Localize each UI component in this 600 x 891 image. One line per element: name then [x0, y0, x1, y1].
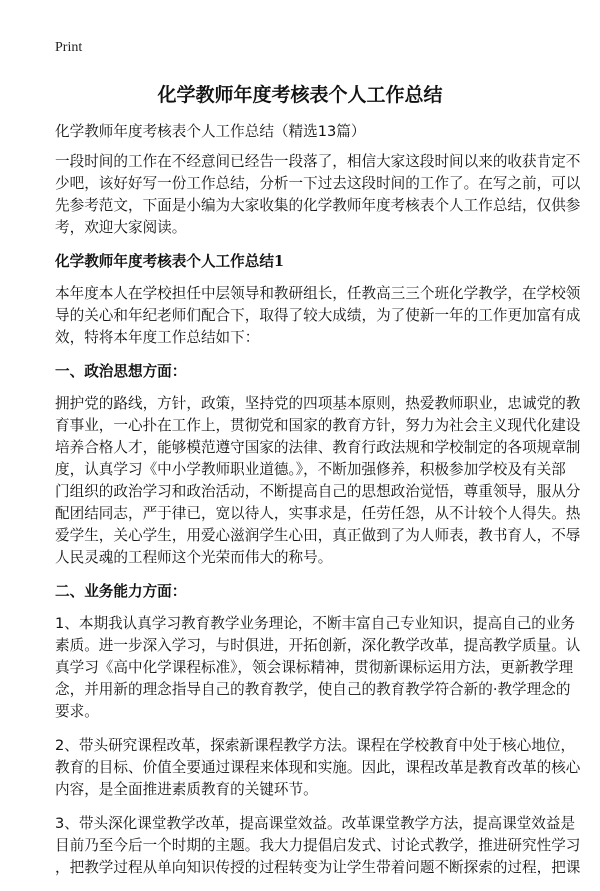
- paragraph: [55, 735, 581, 801]
- text-line: 2、带头研究课程改革，探索新课程教学方法。课程在学校教育中处于核心地位，: [55, 737, 576, 754]
- paragraph: [55, 151, 581, 239]
- text-line: 配团结同志，严于律已，宽以待人，实事求是，任劳任怨，从不计较个人得失。热: [55, 505, 581, 522]
- text-line: 3、带头深化课堂教学改革，提高课堂效益。改革课堂教学方法，提高课堂效益是: [55, 815, 576, 832]
- text-line: 化学教师年度考核表个人工作总结（精选13篇）: [55, 123, 366, 140]
- print-link[interactable]: Print: [55, 40, 83, 55]
- text-line: 爱学生，关心学生，用爱心滋润学生心田，真正做到了为人师表，教书育人，不辱: [55, 527, 581, 544]
- text-line: 教育的目标、价值全要通过课程来体现和实施。因此，课程改革是教育改革的核心: [55, 759, 581, 776]
- text-line: 素质。进一步深入学习，与时俱进，开拓创新，深化教学改革，提高教学质量。认: [55, 637, 581, 654]
- paragraph: [55, 613, 581, 723]
- text-line: 育事业，一心扑在工作上，贯彻党和国家的教育方针，努力为社会主义现代化建设: [55, 417, 581, 434]
- text-line: 先参考范文，下面是小编为大家收集的化学教师年度考核表个人工作总结，仅供参: [55, 197, 581, 214]
- paragraph: [55, 813, 581, 879]
- text-line: 念，并用新的理念指导自己的教育教学，使自己的教育教学符合新的·教学理念的: [55, 681, 571, 698]
- section-heading: [55, 251, 555, 273]
- page-title: 化学教师年度考核表个人工作总结: [157, 84, 443, 106]
- text-line: 要求。: [55, 703, 99, 720]
- text-line: 考，欢迎大家阅读。: [55, 219, 187, 236]
- text-line: 1、本期我认真学习教育教学业务理论，不断丰富自己专业知识，提高自己的业务: [55, 615, 576, 632]
- paragraph: [55, 393, 581, 569]
- text-line: 培养合格人才，能够模范遵守国家的法律、教育行政法规和学校制定的各项规章制: [55, 439, 581, 456]
- text-line: 效，特将本年度工作总结如下：: [55, 329, 260, 346]
- text-line: 一段时间的工作在不经意间已经告一段落了，相信大家这段时间以来的收获肯定不: [55, 153, 581, 170]
- text-line: 人民灵魂的工程师这个光荣而伟大的称号。: [55, 549, 333, 566]
- text-line: 内容，是全面推进素质教育的关键环节。: [55, 781, 318, 798]
- text-line: 目前乃至今后一个时期的主题。我大力提倡启发式、讨论式教学，推进研究性学习: [55, 837, 581, 854]
- text-line: 导的关心和年纪老师们配合下，取得了较大成绩，为了使新一年的工作更加富有成: [55, 307, 581, 324]
- section-heading: [55, 581, 555, 603]
- text-line: ，把教学过程从单向知识传授的过程转变为让学生带着问题不断探索的过程，把课: [55, 859, 581, 876]
- text-line: 真学习《高中化学课程标准》，领会课标精神，贯彻新课标运用方法，更新教学理: [55, 659, 574, 676]
- text-line: 一、政治思想方面：: [55, 363, 187, 380]
- text-line: 少吧，该好好写一份工作总结，分析一下过去这段时间的工作了。在写之前，可以: [55, 175, 581, 192]
- subtitle: [55, 121, 555, 143]
- text-line: 化学教师年度考核表个人工作总结1: [55, 253, 285, 270]
- text-line: 门组织的政治学习和政治活动，不断提高自己的思想政治觉悟，尊重领导，服从分: [55, 483, 581, 500]
- paragraph: [55, 283, 581, 349]
- document-body: [55, 121, 581, 891]
- section-heading: [55, 361, 555, 383]
- text-line: 度，认真学习《中小学教师职业道德。》，不断加强修养，积极参加学校及有关部: [55, 461, 566, 478]
- text-line: 拥护党的路线，方针，政策，坚持党的四项基本原则，热爱教师职业，忠诚党的教: [55, 395, 581, 412]
- text-line: 本年度本人在学校担任中层领导和教研组长，任教高三三个班化学教学，在学校领: [55, 285, 581, 302]
- text-line: 二、业务能力方面：: [55, 583, 187, 600]
